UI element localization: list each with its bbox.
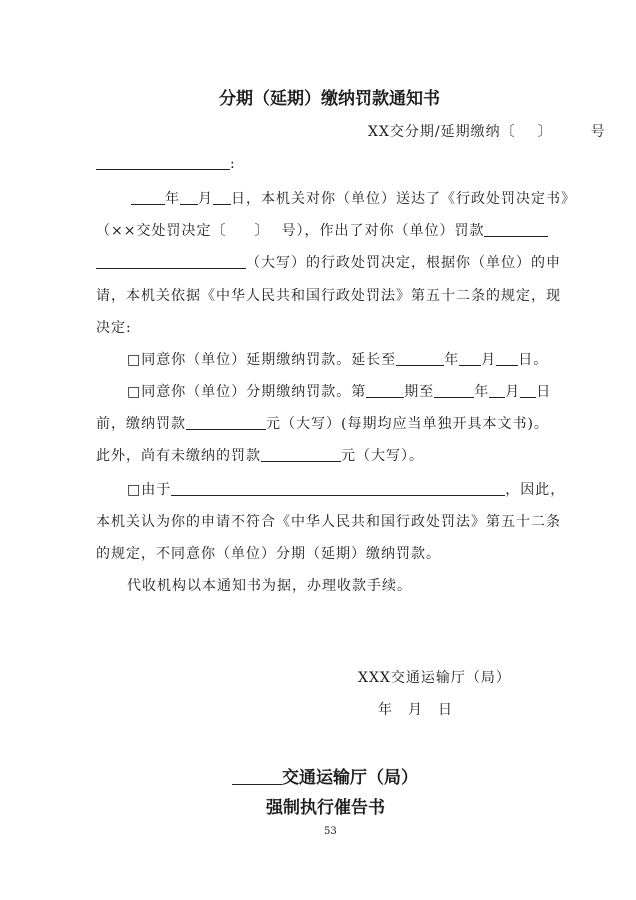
next-section-title: 强制执行催告书 [266, 798, 385, 818]
reject-reason-blank[interactable] [171, 481, 505, 496]
para1-line2 [96, 220, 548, 240]
doc-number-mid: 〕 [537, 124, 553, 140]
text: 期至 [404, 384, 435, 400]
option-installment-line2 [96, 413, 549, 433]
text: 〕 [254, 223, 270, 239]
text: 月 [505, 384, 521, 400]
year-blank[interactable] [131, 190, 165, 205]
text: □同意你（单位）分期缴纳罚款。第 [127, 384, 367, 400]
text: （大写）的行政处罚决定，根据你（单位）的申 [246, 255, 561, 271]
option-installment-line3 [96, 445, 424, 465]
para1-line3 [96, 252, 561, 272]
text: □由于 [127, 482, 172, 498]
recipient-blank[interactable] [96, 155, 230, 170]
text: 日，本机关对你（单位）送达了《行政处罚决定书》 [231, 191, 576, 207]
doc-number-prefix: XX交分期/延期缴纳〔 [368, 124, 516, 140]
fine-amount-blank[interactable] [484, 222, 548, 237]
installment-no-blank[interactable] [366, 383, 404, 398]
document-title: 分期（延期）缴纳罚款通知书 [219, 89, 440, 109]
text: 元（大写）(每期均应当单独开具本文书)。 [266, 416, 549, 432]
para1-line5: 决定: [96, 320, 132, 336]
text: 年 [444, 352, 460, 368]
next-header-blank [232, 768, 282, 785]
option-installment[interactable] [127, 381, 551, 401]
text: 日。 [518, 352, 549, 368]
installment-year-blank[interactable] [434, 383, 474, 398]
document-number [368, 121, 606, 141]
next-section-header [232, 763, 418, 788]
text: □同意你（单位）延期缴纳罚款。延长至 [127, 352, 397, 368]
closing-text: 代收机构以本通知书为据，办理收款手续。 [127, 578, 412, 594]
day-blank[interactable] [213, 190, 231, 205]
option-reject[interactable] [127, 479, 565, 499]
text: 号），作出了对你（单位）罚款 [281, 223, 485, 239]
option-reject-line2: 本机关认为你的申请不符合《中华人民共和国行政处罚法》第五十二条 [96, 514, 561, 530]
text: ，因此， [505, 482, 566, 498]
text: 月 [481, 352, 497, 368]
fine-capital-blank[interactable] [96, 254, 246, 269]
para1-line1 [131, 188, 576, 208]
extend-month-blank[interactable] [459, 351, 481, 366]
remaining-amount-blank[interactable] [261, 447, 341, 462]
para1-line4: 请，本机关依据《中华人民共和国行政处罚法》第五十二条的规定，现 [96, 288, 561, 304]
option-extend[interactable] [127, 349, 548, 369]
text: 元（大写）。 [341, 448, 424, 464]
issue-date: 年 月 日 [378, 702, 453, 718]
text: 前，缴纳罚款 [96, 416, 186, 432]
text: 年 [165, 191, 180, 207]
text: 年 [474, 384, 490, 400]
page-number: 53 [324, 826, 337, 837]
text: 交通运输厅（局） [282, 768, 418, 788]
issuer: XXX交通运输厅（局） [358, 670, 511, 686]
text: 此外，尚有未缴纳的罚款 [96, 448, 261, 464]
extend-day-blank[interactable] [496, 351, 518, 366]
month-blank[interactable] [180, 190, 198, 205]
text: （××交处罚决定〔 [96, 223, 227, 239]
recipient-colon: : [230, 156, 236, 172]
installment-amount-blank[interactable] [186, 415, 266, 430]
text: 日 [536, 384, 552, 400]
option-reject-line3: 的规定，不同意你（单位）分期（延期）缴纳罚款。 [96, 546, 441, 562]
extend-year-blank[interactable] [396, 351, 444, 366]
recipient-line [96, 155, 236, 172]
installment-day-blank[interactable] [520, 383, 536, 398]
doc-number-suffix: 号 [590, 124, 606, 140]
installment-month-blank[interactable] [489, 383, 505, 398]
text: 月 [198, 191, 213, 207]
